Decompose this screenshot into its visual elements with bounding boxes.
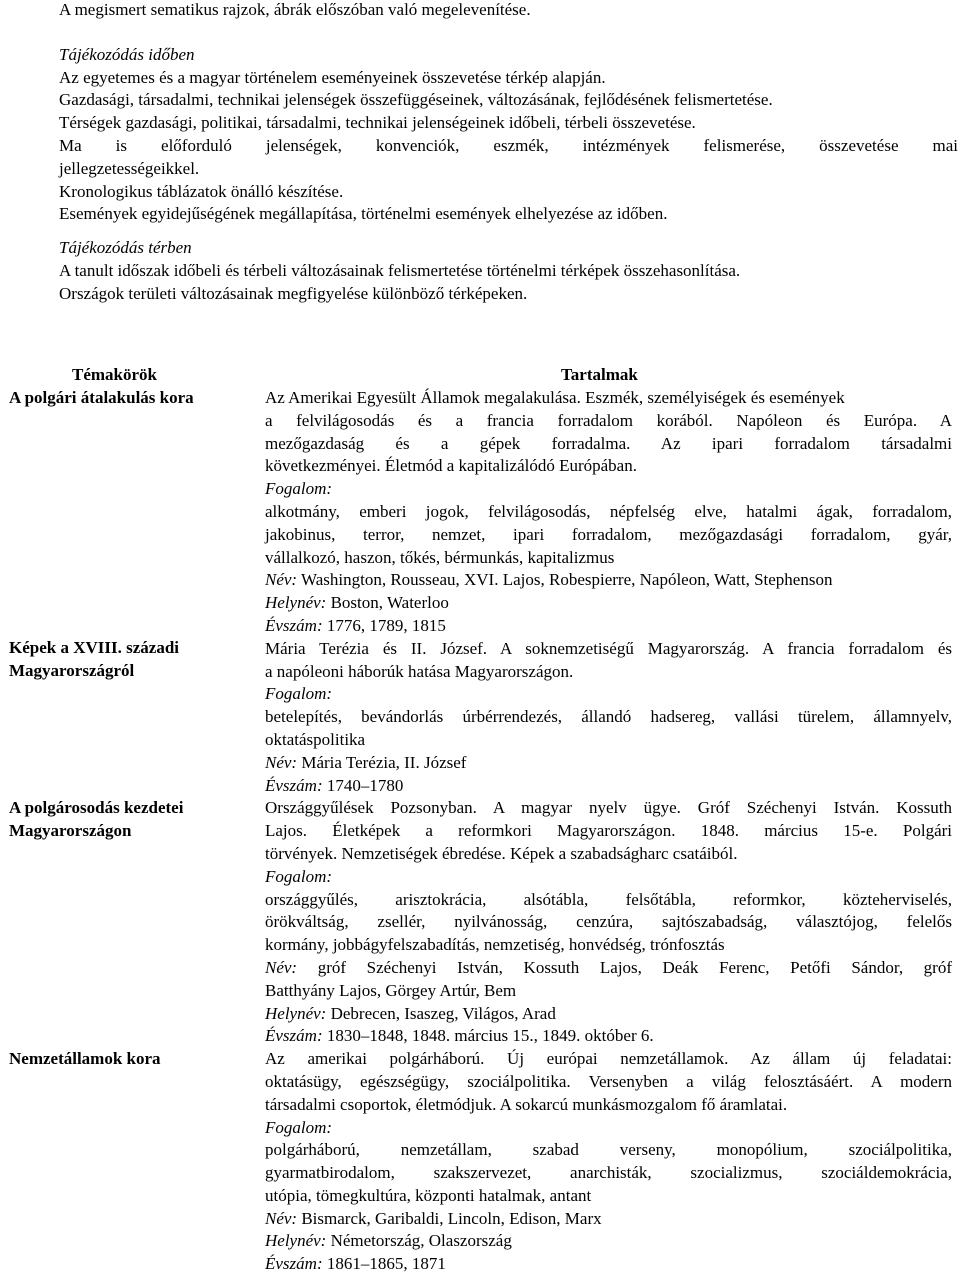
content-line: következményei. Életmód a kapitalizálódó Európában. bbox=[265, 456, 637, 476]
fogalom-line: oktatáspolitika bbox=[265, 729, 366, 749]
evszam-label: Évszám: bbox=[265, 1026, 323, 1046]
intro-line: A megismert sematikus rajzok, ábrák előszóban való megelevenítése. bbox=[59, 0, 531, 19]
topic-line: Magyarországról bbox=[9, 660, 135, 680]
content-line: mezőgazdaság és a gépek forradalma. Az ipari forradalom társadalmi bbox=[265, 433, 952, 453]
evszam-label: Évszám: bbox=[265, 1254, 323, 1274]
evszam-value: 1830–1848, 1848. március 15., 1849. október 6. bbox=[326, 1026, 654, 1046]
nev-value: Bismarck, Garibaldi, Lincoln, Edison, Marx bbox=[301, 1208, 602, 1228]
helynev-value: Németország, Olaszország bbox=[330, 1231, 512, 1251]
nev-entry bbox=[265, 569, 952, 592]
fogalom-label: Fogalom: bbox=[265, 479, 333, 499]
evszam-entry bbox=[265, 615, 952, 638]
space-heading: Tájékozódás térben bbox=[59, 238, 192, 258]
evszam-entry bbox=[265, 775, 952, 798]
contents-column bbox=[265, 387, 952, 1276]
topic-kepek-xviii bbox=[9, 637, 249, 683]
time-item: Az egyetemes és a magyar történelem eseményeinek összevetése térkép alapján. bbox=[59, 67, 606, 87]
evszam-entry bbox=[265, 1253, 952, 1276]
content-line: a napóleoni háborúk hatása Magyarországon. bbox=[265, 661, 574, 681]
helynev-value: Debrecen, Isaszeg, Világos, Arad bbox=[330, 1003, 556, 1023]
fogalom-line: utópia, tömegkultúra, központi hatalmak, antant bbox=[265, 1185, 592, 1205]
intro-block bbox=[59, 0, 959, 306]
nev-entry bbox=[265, 1208, 952, 1231]
content-line: a felvilágosodás és a francia forradalom korából. Napóleon és Európa. A bbox=[265, 410, 952, 430]
topic-line: A polgárosodás kezdetei bbox=[9, 798, 184, 817]
topic-line: Képek a XVIII. századi bbox=[9, 638, 180, 657]
nev-label: Név: bbox=[265, 752, 298, 772]
time-item: Kronologikus táblázatok önálló készítése. bbox=[59, 181, 344, 201]
topic-polgari-atalakulas bbox=[9, 387, 249, 410]
evszam-value: 1776, 1789, 1815 bbox=[326, 615, 446, 635]
topic-line: A polgári átalakulás kora bbox=[9, 388, 194, 407]
topic-line: Magyarországon bbox=[9, 820, 132, 840]
topic-polgarosodas bbox=[9, 797, 249, 843]
fogalom-line: örökváltság, zsellér, nyilvánosság, cenzúra, sajtószabadság, választójog, felelős bbox=[265, 912, 952, 932]
content-line: oktatásügy, egészségügy, szociálpolitika. Versenyben a világ felosztásáért. A modern bbox=[265, 1071, 952, 1091]
helynev-label: Helynév: bbox=[265, 1003, 327, 1023]
nev-entry bbox=[265, 752, 952, 775]
nev-value: gróf Széchenyi István, Kossuth Lajos, Deák Ferenc, Petőfi Sándor, gróf bbox=[317, 957, 953, 977]
time-heading: Tájékozódás időben bbox=[59, 44, 195, 64]
helynev-value: Boston, Waterloo bbox=[330, 593, 449, 613]
column-header-topics: Témakörök bbox=[72, 365, 157, 384]
topic-nemzetallamok bbox=[9, 1048, 249, 1071]
space-item: Országok területi változásainak megfigyelése különböző térképeken. bbox=[59, 283, 528, 303]
nev-label: Név: bbox=[265, 570, 298, 590]
fogalom-label: Fogalom: bbox=[265, 1117, 333, 1137]
helynev-entry bbox=[265, 1230, 952, 1253]
evszam-value: 1740–1780 bbox=[326, 775, 404, 795]
section-polgari-atalakulas bbox=[265, 387, 952, 638]
content-line: Lajos. Életképek a reformkori Magyarországon. 1848. március 15-e. Polgári bbox=[265, 821, 952, 841]
evszam-entry bbox=[265, 1025, 952, 1048]
nev-label: Név: bbox=[265, 957, 298, 977]
space-item: A tanult időszak időbeli és térbeli változásainak felismertetése történelmi térképek összehasonlítása. bbox=[59, 260, 741, 280]
section-polgarosodas bbox=[265, 797, 952, 1048]
evszam-label: Évszám: bbox=[265, 775, 323, 795]
content-line: Az Amerikai Egyesült Államok megalakulása. Eszmék, személyiségek és események bbox=[265, 388, 845, 407]
time-item: jellegzetességeikkel. bbox=[59, 158, 200, 178]
nev-label: Név: bbox=[265, 1208, 298, 1228]
fogalom-line: betelepítés, bevándorlás úrbérrendezés, állandó hadsereg, vallási türelem, államnyelv, bbox=[265, 707, 952, 727]
nev-continuation: Batthyány Lajos, Görgey Artúr, Bem bbox=[265, 980, 517, 1000]
fogalom-line: alkotmány, emberi jogok, felvilágosodás, népfelség elve, hatalmi ágak, forradalom, bbox=[265, 501, 952, 521]
section-kepek-xviii bbox=[265, 638, 952, 798]
nev-value: Washington, Rousseau, XVI. Lajos, Robespierre, Napóleon, Watt, Stephenson bbox=[301, 570, 833, 590]
fogalom-line: vállalkozó, haszon, tőkés, bérmunkás, kapitalizmus bbox=[265, 547, 615, 567]
evszam-value: 1861–1865, 1871 bbox=[326, 1254, 446, 1274]
helynev-entry bbox=[265, 592, 952, 615]
fogalom-line: gyarmatbirodalom, szakszervezet, anarchisták, szocializmus, szociáldemokrácia, bbox=[265, 1163, 952, 1183]
content-line: Országgyűlések Pozsonyban. A magyar nyelv ügye. Gróf Széchenyi István. Kossuth bbox=[265, 798, 952, 818]
content-line: Az amerikai polgárháború. Új európai nemzetállamok. Az állam új feladatai: bbox=[265, 1049, 952, 1069]
helynev-label: Helynév: bbox=[265, 593, 327, 613]
section-nemzetallamok bbox=[265, 1048, 952, 1276]
fogalom-line: országgyűlés, arisztokrácia, alsótábla, felsőtábla, reformkor, közteherviselés, bbox=[265, 889, 952, 909]
content-line: törvények. Nemzetiségek ébredése. Képek a szabadságharc csatáiból. bbox=[265, 843, 738, 863]
nev-value: Mária Terézia, II. József bbox=[301, 752, 467, 772]
fogalom-line: kormány, jobbágyfelszabadítás, nemzetiség, honvédség, trónfosztás bbox=[265, 935, 725, 955]
content-line: Mária Terézia és II. József. A soknemzetiségű Magyarország. A francia forradalom és bbox=[265, 638, 952, 658]
topic-line: Nemzetállamok kora bbox=[9, 1049, 161, 1068]
evszam-label: Évszám: bbox=[265, 615, 323, 635]
time-item: Események egyidejűségének megállapítása, történelmi események elhelyezése az időben. bbox=[59, 204, 668, 224]
helynev-label: Helynév: bbox=[265, 1231, 327, 1251]
content-line: társadalmi csoportok, életmódjuk. A sokarcú munkásmozgalom fő áramlatai. bbox=[265, 1094, 788, 1114]
time-item: Térségek gazdasági, politikai, társadalmi, technikai jelenségeinek időbeli, térbeli összevetése. bbox=[59, 113, 696, 133]
fogalom-line: jakobinus, terror, nemzet, ipari forradalom, mezőgazdasági forradalom, gyár, bbox=[265, 524, 952, 544]
column-header-contents: Tartalmak bbox=[561, 365, 638, 384]
nev-entry bbox=[265, 957, 952, 980]
time-item: Gazdasági, társadalmi, technikai jelenségek összefüggéseinek, változásának, fejlődésének felismertetése. bbox=[59, 90, 773, 110]
fogalom-line: polgárháború, nemzetállam, szabad verseny, monopólium, szociálpolitika, bbox=[265, 1140, 952, 1160]
time-item: Ma is előforduló jelenségek, konvenciók, eszmék, intézmények felismerése, összevetése mai bbox=[59, 135, 958, 155]
fogalom-label: Fogalom: bbox=[265, 684, 333, 704]
fogalom-label: Fogalom: bbox=[265, 866, 333, 886]
helynev-entry bbox=[265, 1003, 952, 1026]
